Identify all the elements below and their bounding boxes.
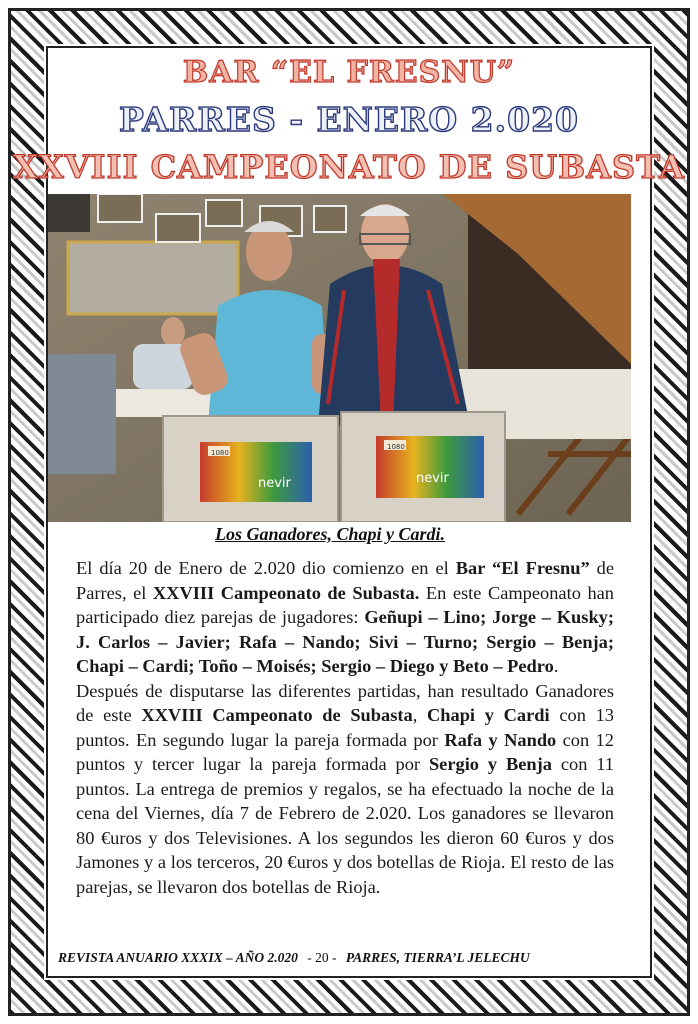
- paragraph-participants: [76, 556, 614, 679]
- winners-photo: [48, 194, 631, 522]
- paragraph2-run: XXVIII Campeonato de Subasta: [141, 705, 413, 725]
- paragraph2-run: con 11 puntos. La entrega de premios y regalos, se ha efectuado la noche de la cena del Viernes, día 7 de Febrero de 2.020. Los ganadores se llevaron 80 €uros y dos Televisiones. A los segundos les dieron 60 €uros y dos Jamones y a los terceros, 20 €uros y dos botellas de Rioja. El resto de las parejas, se llevaron dos botellas de Rioja.: [76, 754, 614, 897]
- tv2-badge: 1080: [387, 443, 405, 451]
- paragraph2-run: Rafa y Nando: [444, 729, 557, 750]
- title-bar-name: BAR “EL FRESNU”: [182, 55, 516, 90]
- paragraph2-run: con 13 puntos. En segundo lugar la pareja formada por: [76, 705, 614, 750]
- tv1-brand: nevir: [258, 476, 291, 491]
- paragraph1-run: XXVIII Campeonato de Subasta.: [152, 582, 420, 603]
- paragraph2-run: Después de disputarse las diferentes partidas, han resultado Ganadores de este: [76, 680, 614, 725]
- page-footer: [58, 950, 648, 966]
- tv1-badge: 1080: [211, 449, 229, 457]
- article-body: [76, 556, 614, 899]
- title-championship: XXVIII CAMPEONATO DE SUBASTA: [13, 148, 685, 186]
- paragraph1-run: El día 20 de Enero de 2.020 dio comienzo en el: [76, 558, 456, 578]
- paragraph2-run: Sergio y Benja: [428, 754, 552, 774]
- paragraph2-run: con 12 puntos y tercer lugar la pareja formada por: [76, 729, 614, 774]
- paragraph-results: [76, 679, 614, 900]
- paragraph1-run: Bar “El Fresnu”: [455, 558, 590, 578]
- paragraph2-run: ,: [412, 705, 427, 725]
- paragraph1-run: En este Campeonato han participado diez parejas de jugadores:: [76, 582, 614, 627]
- paragraph1-run: Geñupi – Lino; Jorge – Kusky; J. Carlos – Javier; Rafa – Nando; Sivi – Turno; Sergio – Benja; Chapi – Cardi; Toño – Moisés; Sergio – Diego y Beto – Pedro: [76, 607, 614, 676]
- title-location-date: PARRES - ENERO 2.020: [119, 100, 579, 139]
- paragraph1-run: de Parres, el: [76, 558, 614, 603]
- footer-magazine: REVISTA ANUARIO XXXIX – AÑO 2.020: [58, 950, 298, 965]
- paragraph1-run: .: [553, 656, 559, 676]
- footer-place: PARRES, TIERRA’L JELECHU: [345, 950, 530, 965]
- tv2-brand: nevir: [416, 471, 449, 486]
- photo-caption: Los Ganadores, Chapi y Cardi.: [214, 524, 446, 544]
- paragraph2-run: Chapi y Cardi: [427, 705, 550, 725]
- footer-page-number: - 20 -: [307, 950, 337, 965]
